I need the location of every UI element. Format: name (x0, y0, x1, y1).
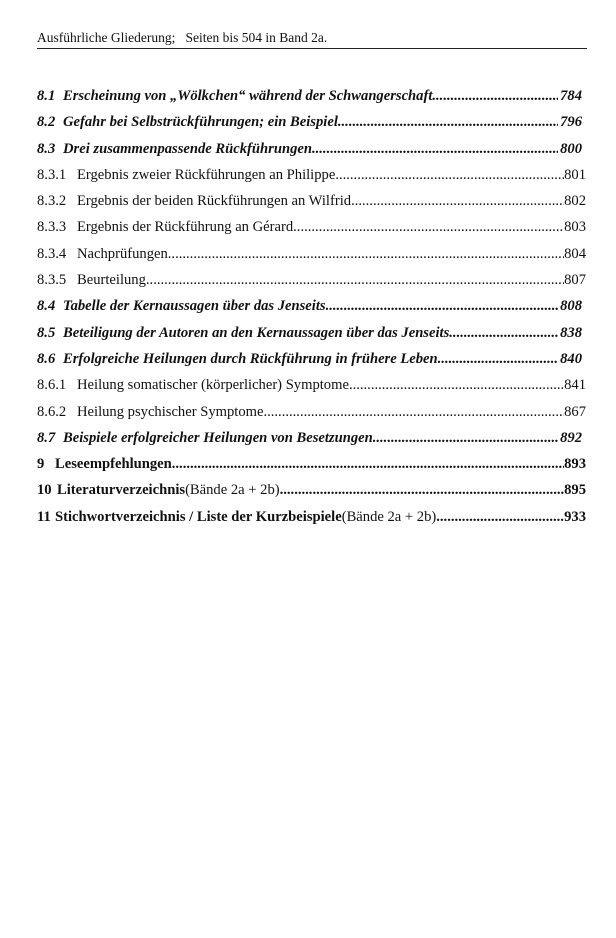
toc-page-number: 784 (560, 88, 582, 104)
toc-page-number: 841 (564, 377, 586, 394)
toc-entry[interactable] (37, 456, 586, 482)
toc-page-number: 840 (560, 350, 582, 367)
table-of-contents (37, 84, 586, 535)
toc-page-number: 892 (560, 429, 582, 446)
header-rule (37, 48, 587, 49)
toc-number: 8.6.1 (37, 377, 67, 394)
toc-entry[interactable] (37, 193, 586, 219)
toc-entry[interactable] (37, 272, 586, 298)
toc-number: 8.2 (37, 114, 56, 131)
toc-entry[interactable] (37, 219, 586, 245)
toc-leader-dots (172, 456, 564, 473)
running-header: Ausführliche Gliederung; Seiten bis 504 in Band 2a. (37, 30, 328, 45)
toc-title: Ergebnis zweier Rückführungen an Philippe (77, 166, 336, 183)
toc-title: Erscheinung von „Wölkchen“ während der Schwangerschaft (63, 88, 433, 104)
toc-leader-dots (338, 114, 558, 131)
toc-page-number: 803 (564, 219, 586, 236)
toc-number: 8.4 (37, 298, 56, 315)
toc-page-number: 801 (564, 166, 586, 183)
toc-page-number: 838 (560, 324, 582, 341)
toc-leader-dots (335, 167, 564, 184)
toc-leader-dots (432, 88, 558, 105)
toc-entry[interactable] (37, 141, 586, 167)
toc-number: 8.3.2 (37, 193, 67, 210)
toc-page-number: 796 (560, 114, 582, 131)
toc-entry[interactable] (37, 482, 586, 508)
toc-volume-note: (Bände 2a + 2b) (341, 508, 437, 525)
toc-page-number: 933 (564, 508, 586, 525)
toc-number: 8.3.5 (37, 272, 67, 289)
toc-title: Tabelle der Kernaussagen über das Jenseits (63, 298, 326, 315)
toc-page-number: 802 (564, 193, 586, 210)
toc-number: 9 (37, 456, 45, 473)
toc-volume-note: (Bände 2a + 2b) (185, 482, 280, 499)
toc-page-number: 895 (564, 482, 586, 499)
toc-page-number: 800 (560, 140, 582, 157)
toc-title: Literaturverzeichnis (57, 482, 186, 499)
toc-entry[interactable] (37, 114, 586, 140)
toc-entry[interactable] (37, 84, 586, 114)
toc-number: 8.6.2 (37, 403, 67, 420)
toc-leader-dots (326, 298, 559, 315)
toc-page-number: 808 (560, 298, 582, 315)
toc-entry[interactable] (37, 377, 586, 403)
toc-title: Beteiligung der Autoren an den Kernaussagen über das Jenseits (63, 324, 450, 341)
toc-title: Beispiele erfolgreicher Heilungen von Besetzungen (63, 429, 373, 446)
toc-title: Gefahr bei Selbstrückführungen; ein Beispiel (63, 114, 338, 131)
toc-number: 8.3 (37, 140, 56, 157)
toc-entry[interactable] (37, 325, 586, 351)
toc-title: Ergebnis der Rückführung an Gérard (77, 219, 294, 236)
toc-number: 8.5 (37, 324, 56, 341)
toc-page-number: 867 (564, 403, 586, 420)
toc-entry[interactable] (37, 430, 586, 456)
toc-title: Ergebnis der beiden Rückführungen an Wilfrid (77, 193, 352, 210)
toc-leader-dots (312, 141, 558, 158)
toc-entry[interactable] (37, 404, 586, 430)
toc-entry[interactable] (37, 246, 586, 272)
toc-leader-dots (293, 219, 564, 236)
toc-leader-dots (436, 509, 564, 526)
toc-number: 8.1 (37, 88, 56, 104)
toc-title: Erfolgreiche Heilungen durch Rückführung in frühere Leben (63, 350, 438, 367)
toc-leader-dots (449, 325, 558, 342)
toc-entry[interactable] (37, 509, 586, 535)
toc-title: Heilung psychischer Symptome (77, 403, 264, 420)
toc-leader-dots (146, 272, 564, 289)
toc-leader-dots (263, 404, 564, 421)
toc-entry[interactable] (37, 351, 586, 377)
toc-number: 8.7 (37, 429, 56, 446)
toc-title: Drei zusammenpassende Rückführungen (63, 140, 312, 157)
toc-entry[interactable] (37, 167, 586, 193)
toc-number: 8.6 (37, 350, 56, 367)
toc-title: Beurteilung (77, 272, 146, 289)
toc-number: 8.3.1 (37, 166, 67, 183)
toc-title: Nachprüfungen (77, 245, 168, 262)
toc-title: Heilung somatischer (körperlicher) Symptome (77, 377, 349, 394)
toc-title: Stichwortverzeichnis / Liste der Kurzbeispiele (55, 508, 342, 525)
toc-leader-dots (438, 351, 558, 368)
toc-leader-dots (280, 482, 565, 499)
toc-page-number: 804 (564, 245, 586, 262)
toc-title: Leseempfehlungen (55, 456, 172, 473)
toc-page-number: 807 (564, 272, 586, 289)
toc-leader-dots (373, 430, 558, 447)
toc-leader-dots (349, 377, 564, 394)
toc-page-number: 893 (564, 456, 586, 473)
toc-number: 10 (37, 482, 52, 499)
toc-number: 8.3.3 (37, 219, 67, 236)
toc-number: 8.3.4 (37, 245, 67, 262)
toc-leader-dots (351, 193, 564, 210)
toc-entry[interactable] (37, 298, 586, 324)
toc-number: 11 (37, 508, 51, 525)
toc-leader-dots (168, 246, 564, 263)
